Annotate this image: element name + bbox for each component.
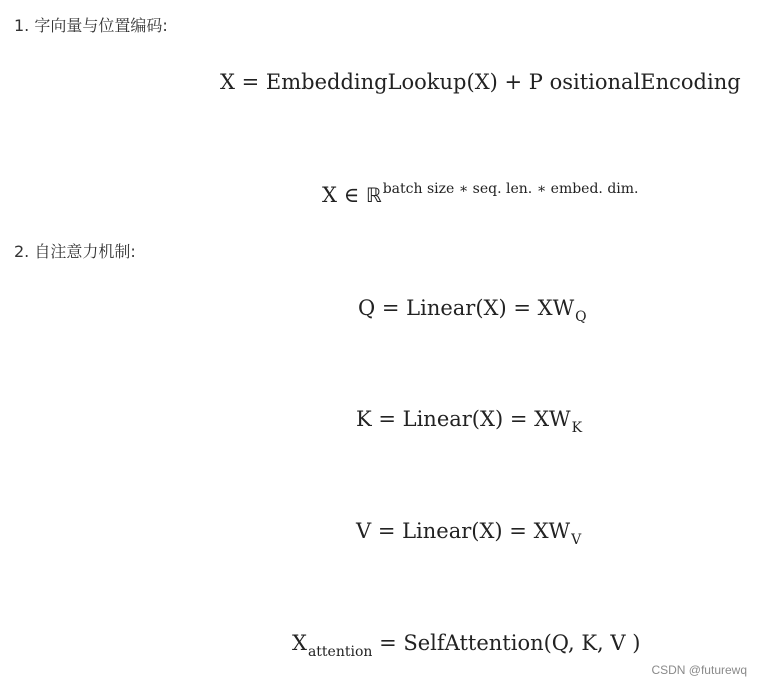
- equation-query-base: Q = Linear(X) = XW: [358, 296, 575, 320]
- equation-attention-lhs: X: [292, 631, 307, 655]
- watermark: CSDN @futurewq: [651, 663, 747, 677]
- equation-attention-subscript: attention: [307, 644, 373, 660]
- equation-embedding: X = EmbeddingLookup(X) + P ositionalEncoding: [220, 70, 741, 94]
- equation-query: [358, 296, 587, 325]
- equation-key: [356, 407, 583, 436]
- equation-query-subscript: Q: [575, 309, 587, 325]
- equation-value-base: V = Linear(X) = XW: [356, 519, 571, 543]
- real-numbers-symbol: ℝ: [365, 183, 382, 207]
- equation-dimensions-superscript: batch size ∗ seq. len. ∗ embed. dim.: [382, 181, 639, 197]
- equation-dimensions: [322, 181, 639, 207]
- equation-value-subscript: V: [571, 532, 582, 548]
- section-heading-embedding: 1. 字向量与位置编码:: [14, 16, 168, 35]
- equation-dimensions-base: X ∈: [322, 183, 366, 207]
- equation-key-base: K = Linear(X) = XW: [356, 407, 571, 431]
- section-heading-self-attention: 2. 自注意力机制:: [14, 242, 136, 261]
- equation-key-subscript: K: [571, 420, 583, 436]
- equation-attention: [292, 631, 641, 660]
- equation-value: [356, 519, 582, 548]
- equation-attention-rhs: = SelfAttention(Q, K, V ): [372, 631, 641, 655]
